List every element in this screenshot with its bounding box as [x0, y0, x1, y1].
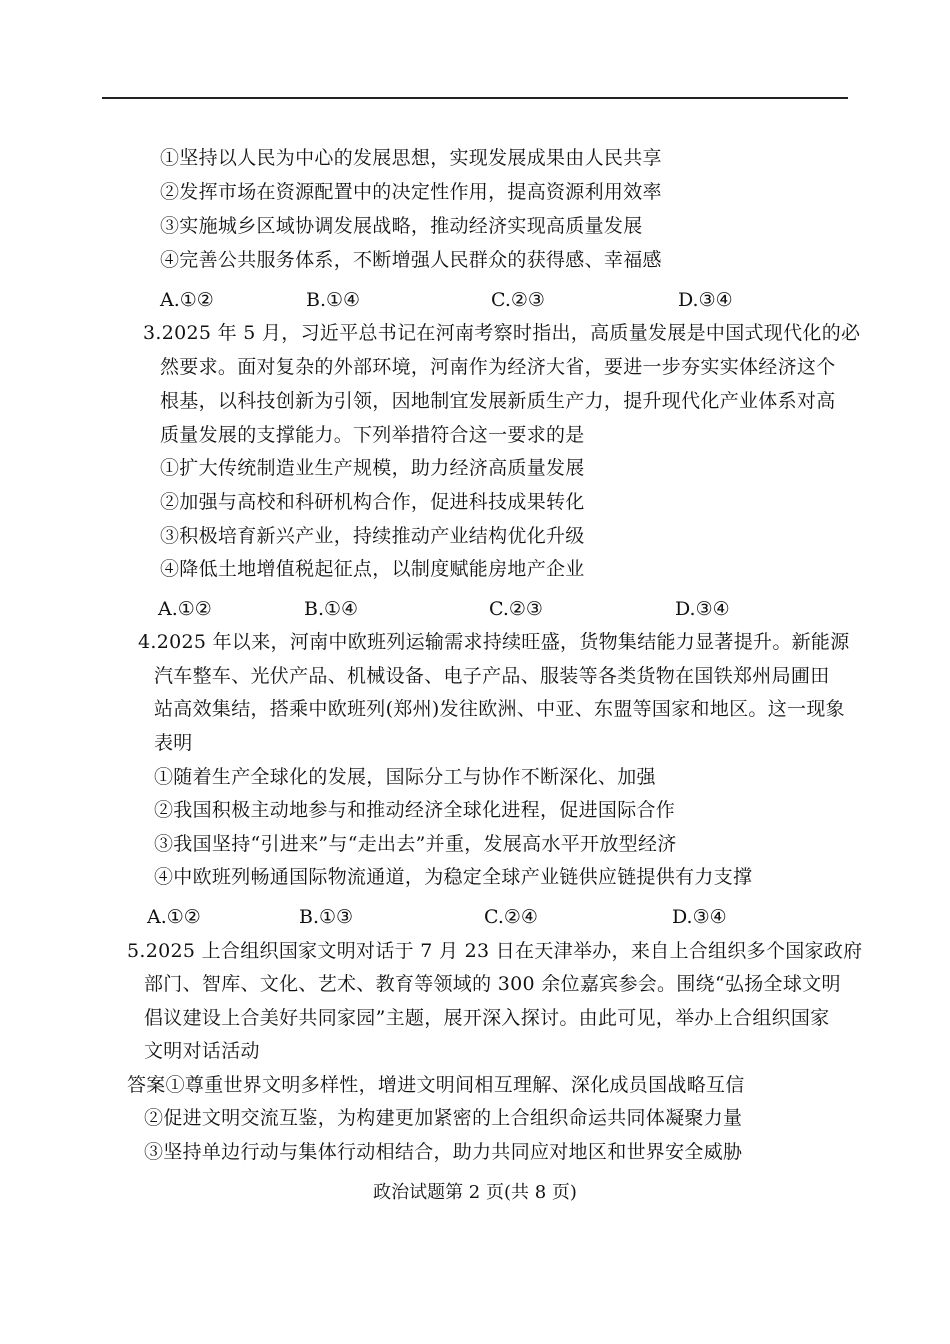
q4-choice-b[interactable]: B.①③ — [299, 906, 354, 928]
q3-option-2: ②加强与高校和科研机构合作，促进科技成果转化 — [160, 491, 585, 513]
q2-choice-b[interactable]: B.①④ — [306, 289, 361, 311]
q4-stem-line-2: 汽车整车、光伏产品、机械设备、电子产品、服装等各类货物在国铁郑州局圃田 — [154, 665, 830, 687]
q5-stem-line-1: 5.2025 上合组织国家文明对话于 7 月 23 日在天津举办，来自上合组织多个国家政府 — [127, 940, 863, 962]
q3-option-1: ①扩大传统制造业生产规模，助力经济高质量发展 — [160, 457, 585, 479]
q4-choice-c[interactable]: C.②④ — [484, 906, 538, 928]
q4-choice-d[interactable]: D.③④ — [672, 906, 727, 928]
q4-option-2: ②我国积极主动地参与和推动经济全球化进程，促进国际合作 — [154, 799, 676, 821]
q3-stem-line-1: 3.2025 年 5 月，习近平总书记在河南考察时指出，高质量发展是中国式现代化的必 — [143, 322, 861, 344]
q2-option-1: ①坚持以人民为中心的发展思想，实现发展成果由人民共享 — [160, 147, 662, 169]
q2-option-2: ②发挥市场在资源配置中的决定性作用，提高资源利用效率 — [160, 181, 662, 203]
q4-choice-a[interactable]: A.①② — [147, 906, 201, 928]
q4-option-3: ③我国坚持“引进来”与“走出去”并重，发展高水平开放型经济 — [154, 833, 677, 855]
q3-choice-b[interactable]: B.①④ — [304, 598, 359, 620]
q3-option-4: ④降低土地增值税起征点，以制度赋能房地产企业 — [160, 558, 585, 580]
q3-stem-line-2: 然要求。面对复杂的外部环境，河南作为经济大省，要进一步夯实实体经济这个 — [160, 356, 836, 378]
q5-option-1: 答案①尊重世界文明多样性，增进文明间相互理解、深化成员国战略互信 — [127, 1074, 745, 1096]
q4-stem-line-4: 表明 — [154, 732, 193, 754]
q3-choice-d[interactable]: D.③④ — [675, 598, 730, 620]
q5-stem-line-3: 倡议建设上合美好共同家园”主题，展开深入探讨。由此可见，举办上合组织国家 — [144, 1007, 830, 1029]
q4-stem-line-3: 站高效集结，搭乘中欧班列(郑州)发往欧洲、中亚、东盟等国家和地区。这一现象 — [154, 698, 845, 720]
q2-option-3: ③实施城乡区域协调发展战略，推动经济实现高质量发展 — [160, 215, 643, 237]
q2-choice-d[interactable]: D.③④ — [678, 289, 733, 311]
q3-stem-line-4: 质量发展的支撑能力。下列举措符合这一要求的是 — [160, 424, 585, 446]
q2-choice-a[interactable]: A.①② — [160, 289, 214, 311]
q4-option-1: ①随着生产全球化的发展，国际分工与协作不断深化、加强 — [154, 766, 656, 788]
q3-stem-line-3: 根基，以科技创新为引领，因地制宜发展新质生产力，提升现代化产业体系对高 — [160, 390, 836, 412]
q3-choice-a[interactable]: A.①② — [158, 598, 212, 620]
q5-stem-line-2: 部门、智库、文化、艺术、教育等领域的 300 余位嘉宾参会。围绕“弘扬全球文明 — [144, 973, 841, 995]
q4-option-4: ④中欧班列畅通国际物流通道，为稳定全球产业链供应链提供有力支撑 — [154, 866, 753, 888]
q5-stem-line-4: 文明对话活动 — [144, 1040, 260, 1062]
q3-option-3: ③积极培育新兴产业，持续推动产业结构优化升级 — [160, 525, 585, 547]
q5-option-2: ②促进文明交流互鉴，为构建更加紧密的上合组织命运共同体凝聚力量 — [144, 1107, 743, 1129]
page-footer: 政治试题第 2 页(共 8 页) — [373, 1182, 577, 1203]
header-rule — [102, 97, 848, 99]
q5-option-3: ③坚持单边行动与集体行动相结合，助力共同应对地区和世界安全威胁 — [144, 1141, 743, 1163]
q4-stem-line-1: 4.2025 年以来，河南中欧班列运输需求持续旺盛，货物集结能力显著提升。新能源 — [138, 631, 850, 653]
q3-choice-c[interactable]: C.②③ — [489, 598, 543, 620]
q2-option-4: ④完善公共服务体系，不断增强人民群众的获得感、幸福感 — [160, 249, 662, 271]
q2-choice-c[interactable]: C.②③ — [491, 289, 545, 311]
